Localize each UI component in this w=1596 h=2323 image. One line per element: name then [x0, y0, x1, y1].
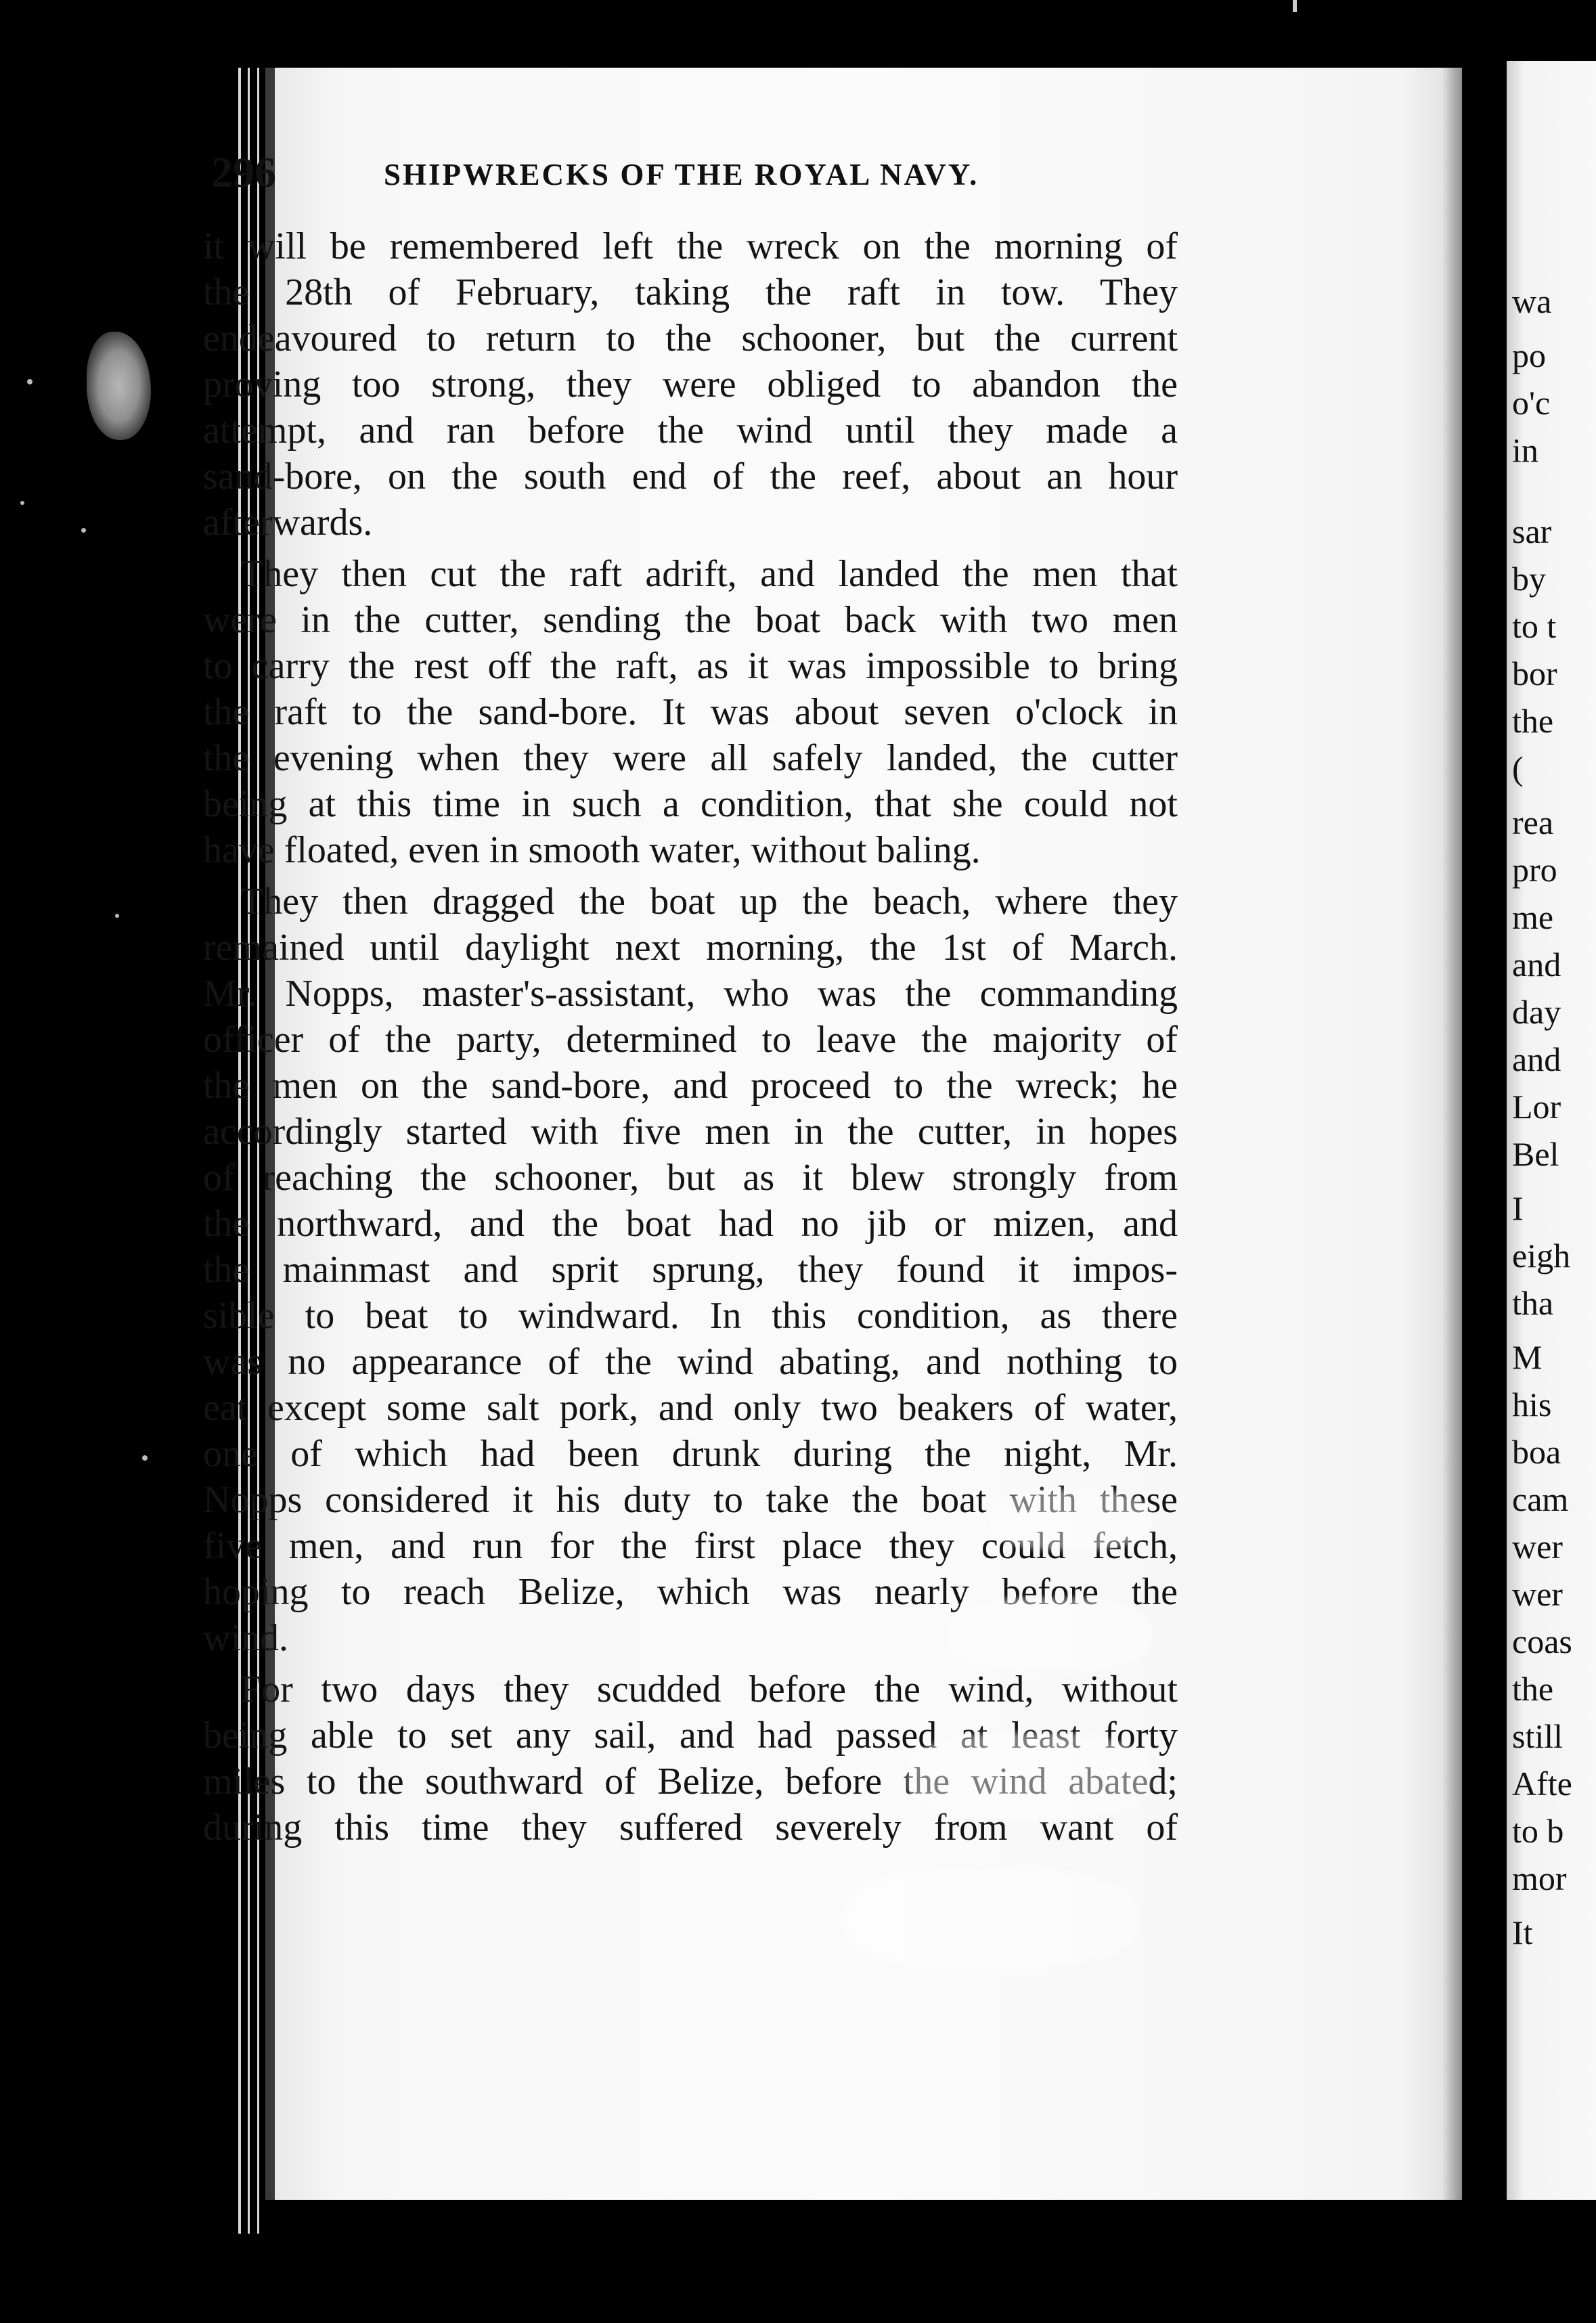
facing-page-fragment: bor [1512, 655, 1557, 692]
facing-page-fragment: wer [1512, 1575, 1563, 1613]
spine-speck [81, 528, 86, 533]
facing-page-fragment: I [1512, 1189, 1524, 1227]
facing-page-fragment: eigh [1512, 1237, 1571, 1275]
text-line: eat except some salt pork, and only two beakers of water, [203, 1387, 1178, 1429]
text-line: the raft to the sand-bore. It was about seven o'clock in [203, 691, 1178, 733]
text-line: sible to beat to windward. In this condition, as there [203, 1295, 1178, 1337]
print-fade [907, 1733, 1151, 1821]
facing-page-fragment: M [1512, 1338, 1543, 1376]
text-line: Nopps considered it his duty to take the boat with these [203, 1479, 1178, 1521]
text-line: have floated, even in smooth water, without baling. [203, 829, 981, 871]
facing-page-fragment: by [1512, 560, 1546, 598]
text-line: For two days they scudded before the wind, without [240, 1668, 1178, 1710]
facing-page-fragment: po [1512, 336, 1546, 374]
text-line: it will be remembered left the wreck on the morning of [203, 225, 1178, 267]
text-line: wind. [203, 1617, 288, 1659]
facing-page-fragment: coas [1512, 1622, 1572, 1660]
scan-edge-mark [1293, 0, 1297, 12]
facing-page-fragment: to t [1512, 607, 1557, 645]
text-line: They then cut the raft adrift, and landed the men that [240, 553, 1178, 595]
spine-speck [142, 1455, 148, 1461]
print-fade [948, 1597, 1151, 1672]
print-fade [846, 1868, 1137, 1970]
facing-page-fragment: me [1512, 898, 1554, 936]
spine-speck [20, 501, 24, 505]
text-line: the northward, and the boat had no jib or mizen, and [203, 1203, 1178, 1245]
facing-page-fragment: the [1512, 1670, 1554, 1708]
text-line: to carry the rest off the raft, as it was impossible to bring [203, 645, 1178, 687]
text-line: attempt, and ran before the wind until they made a [203, 410, 1178, 451]
text-line: hoping to reach Belize, which was nearly before the [203, 1571, 1178, 1613]
facing-page-fragment: in [1512, 431, 1538, 469]
text-line: proving too strong, they were obliged to abandon the [203, 363, 1178, 405]
facing-page-fragment: pro [1512, 851, 1557, 889]
spine-speck [115, 914, 119, 918]
text-line: sand-bore, on the south end of the reef, about an hour [203, 456, 1178, 497]
page-edge-shadow [1442, 68, 1462, 2200]
facing-page-fragment: It [1512, 1913, 1533, 1951]
text-line: accordingly started with five men in the cutter, in hopes [203, 1111, 1178, 1153]
facing-page-fragment: and [1512, 1040, 1561, 1078]
facing-page-fragment: ( [1512, 749, 1524, 787]
facing-page-fragment: to b [1512, 1812, 1564, 1850]
facing-page-fragment: cam [1512, 1480, 1569, 1518]
facing-page-fragment: mor [1512, 1859, 1567, 1897]
text-line: Mr. Nopps, master's-assistant, who was the commanding [203, 973, 1178, 1015]
running-head-title: SHIPWRECKS OF THE ROYAL NAVY. [384, 158, 979, 192]
text-line: They then dragged the boat up the beach, where they [240, 881, 1178, 923]
text-line: miles to the southward of Belize, before the wind abated; [203, 1761, 1178, 1802]
text-line: officer of the party, determined to leave the majority of [203, 1019, 1178, 1061]
text-line: endeavoured to return to the schooner, but the current [203, 317, 1178, 359]
facing-page-fragment: wa [1512, 282, 1552, 320]
text-line: during this time they suffered severely from want of [203, 1807, 1178, 1849]
facing-page-fragment: his [1512, 1386, 1552, 1423]
facing-page [1507, 61, 1596, 2200]
facing-page-fragment: the [1512, 702, 1554, 740]
text-line: the men on the sand-bore, and proceed to the wreck; he [203, 1065, 1178, 1107]
text-line: the 28th of February, taking the raft in tow. They [203, 271, 1178, 313]
facing-page-fragment: wer [1512, 1528, 1563, 1566]
facing-page-fragment: o'c [1512, 384, 1551, 422]
facing-page-fragment: Bel [1512, 1135, 1559, 1173]
facing-page-fragment: Lor [1512, 1088, 1561, 1126]
text-line: the evening when they were all safely landed, the cutter [203, 737, 1178, 779]
facing-page-fragment: sar [1512, 512, 1552, 550]
text-line: remained until daylight next morning, the 1st of March. [203, 927, 1178, 969]
spine-speck [27, 379, 32, 384]
text-line: being able to set any sail, and had passed at least forty [203, 1714, 1178, 1756]
page-number: 296 [211, 148, 276, 196]
print-fade [988, 1489, 1151, 1550]
facing-page-fragment: tha [1512, 1284, 1554, 1322]
text-line: five men, and run for the first place they could fetch, [203, 1525, 1178, 1567]
text-line: were in the cutter, sending the boat back with two men [203, 599, 1178, 641]
facing-page-fragment: still [1512, 1717, 1564, 1755]
facing-page-fragment: rea [1512, 803, 1554, 841]
facing-page-fragment: and [1512, 946, 1561, 983]
text-line: one of which had been drunk during the night, Mr. [203, 1433, 1178, 1475]
spine-stain [87, 332, 151, 440]
facing-page-fragment: day [1512, 993, 1561, 1031]
text-line: being at this time in such a condition, that she could not [203, 783, 1178, 825]
facing-page-fragment: boa [1512, 1433, 1561, 1471]
running-head [211, 148, 1044, 195]
text-line: the mainmast and sprit sprung, they found it impos- [203, 1249, 1178, 1291]
facing-page-fragment: Afte [1512, 1765, 1572, 1802]
text-line: of reaching the schooner, but as it blew strongly from [203, 1157, 1178, 1199]
text-line: was no appearance of the wind abating, and nothing to [203, 1341, 1178, 1383]
text-line: afterwards. [203, 502, 373, 544]
